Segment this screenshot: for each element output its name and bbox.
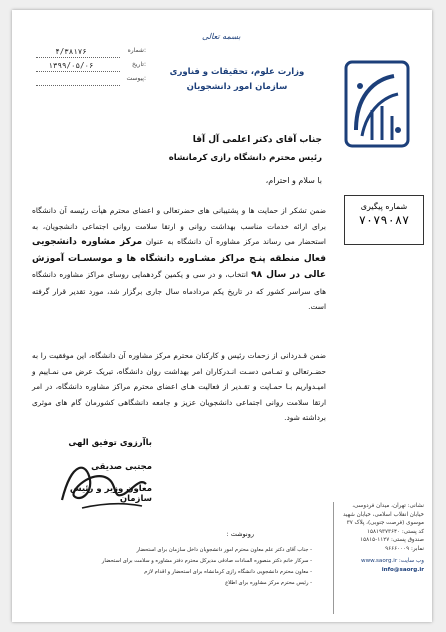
followup-box — [344, 195, 424, 245]
contact-fax: نمابر: ۹۶۶۶۰۰۰۹ — [385, 545, 424, 552]
letter-date-label: تاریخ: — [132, 61, 146, 68]
cc-item: - رئیس محترم مرکز مشاوره برای اطلاع — [225, 580, 312, 586]
meta-date-line — [36, 71, 120, 72]
cc-item: - جناب آقای دکتر علم معاون محترم امور دانشجویان داخل سازمان برای استحضار — [136, 547, 312, 553]
cc-item: - سرکار خانم دکتر منصوره السادات صادقی مدیرکل محترم دفتر مشاوره و سلامت برای استحضار — [101, 558, 312, 564]
contact-website: وب سایت: www.saorg.ir — [361, 558, 424, 564]
organization-name: سازمان امور دانشجویان — [186, 82, 288, 92]
body-paragraph-2: ضمن قـدردانی از زحمات رئیس و کارکنان محترم مرکز مشاوره آن دانشگاه، این موفقیت را به حضـرتعالی و تمـامی دسـت انـدرکاران امر بهداشت روان دانشگاه، تبریک عرض می نمـاییم و امیـدواریم بـا حمـایت و تقـدیر از فعالیت هـای اعضای محترم مراکز مشاوره دانشگاه، در امر ارتقا سلامت روانی اجتماعی دانشجویان عزیز و جامعه دانشگاهی کشورمان گام های موثری برداشته شود. — [32, 351, 326, 422]
addressee-title: رئیس محترم دانشگاه رازی کرمانشاه — [168, 153, 322, 163]
ministry-heading — [162, 65, 312, 95]
footer-divider — [333, 502, 334, 614]
body-paragraph-1 — [32, 203, 326, 315]
letter-page — [12, 10, 432, 622]
organization-logo-icon — [342, 58, 412, 153]
signatory-name: مجتبی صدیقی — [91, 462, 152, 472]
cc-item: - معاون محترم دانشجویی دانشگاه رازی کرمانشاه برای استحضار و اقدام لازم — [144, 569, 312, 575]
body-paragraph-1-end: انتخاب، و در سی و یکمین گردهمایی روسای مراکز مشاوره دانشگاه های سراسر کشور که در تاریخ یکم مردادماه سال جاری برگزار شد، مورد تقدیر قرار گرفته است. — [32, 270, 326, 311]
letter-number-label: شماره: — [127, 47, 146, 54]
contact-po-box: صندوق پستی: ۱۱۲۷-۱۵۸۱۵ — [360, 537, 424, 543]
letter-date: ۱۳۹۹/۰۵/۰۶ — [48, 61, 94, 70]
meta-attachment-line — [36, 85, 120, 86]
contact-address: نشانی: تهران، میدان فردوسی، خیابان انقلاب اسلامی، خیابان شهید موسوی (فرصت جنوبی)، پلاک ۳۷ — [342, 503, 424, 526]
body-paragraph-1-start: ضمن تشکر از حمایت ها و پشتیبانی های حضرتعالی و اعضای محترم هیأت رئیسه آن دانشگاه برای ارائه خدمات مناسب بهداشت روانی و ارتقا سلامت روانی اجتماعی دانشجویان، به استحضار می رساند مرکز مشاوره آن دانشگاه به عنوان — [32, 206, 326, 246]
meta-number-line — [36, 57, 120, 58]
signatory-title: معاون وزیر و رئیس سازمان — [69, 484, 152, 504]
basmala: بسمه تعالی — [202, 32, 241, 41]
cc-title: رونوشت : — [226, 530, 254, 538]
letter-number: ۴/۳۸۱۷۶ — [55, 47, 87, 56]
contact-info — [338, 502, 424, 574]
ministry-name: وزارت علوم، تحقیقات و فناوری — [169, 67, 305, 77]
letter-meta — [36, 47, 146, 89]
meta-number-row — [36, 47, 146, 61]
followup-label: شماره پیگیری — [360, 202, 408, 211]
contact-postal-code: کد پستی: ۱۵۸۱۹۳۷۳۶۴۰ — [367, 528, 424, 535]
meta-date-row — [36, 61, 146, 75]
meta-attachment-row — [36, 75, 146, 89]
greeting: با سلام و احترام، — [265, 176, 322, 185]
body-paragraph-1-highlight: مرکز مشاوره دانشجویی فعال منطقه پنـج مراکز مشـاوره دانشگاه ها و موسسـات آموزش عالی در سال ۹۸ — [32, 237, 326, 280]
letter-attachment-label: پیوست: — [126, 75, 146, 82]
signature-closing: باآرزوی توفیق الهی — [68, 438, 152, 448]
followup-number: ۷۰۷۹۰۸۷ — [358, 213, 410, 227]
contact-email: info@saorg.ir — [381, 566, 424, 573]
addressee-name: جناب آقای دکتر اعلمی آل آقا — [192, 135, 322, 145]
cc-list — [42, 545, 312, 589]
